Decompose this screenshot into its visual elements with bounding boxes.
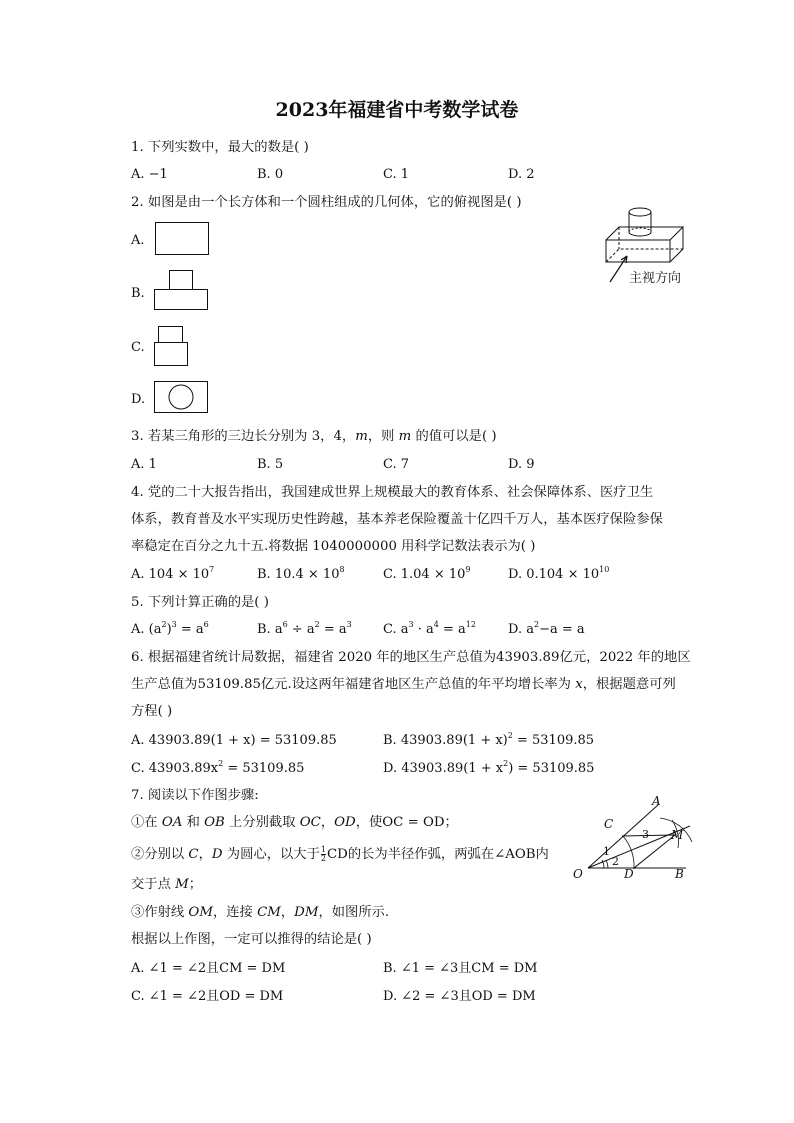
q7-stem: 7. 阅读以下作图步骤: (131, 788, 259, 803)
q2-option-c[interactable]: C. (131, 340, 145, 355)
q2-option-b-figure (154, 270, 210, 312)
q7-option-b[interactable]: B. ∠1 = ∠3且CM = DM (383, 961, 538, 976)
q3-option-a[interactable]: A. 1 (131, 457, 157, 472)
q7-label-o: O (573, 867, 583, 881)
q6-option-d[interactable]: D. $43903.89(1 + x^2) = 53109.85$ (383, 759, 595, 776)
q3-option-c[interactable]: C. 7 (383, 457, 410, 472)
q5-option-a[interactable]: A. $(a^2)^3 = a^6$ (131, 620, 209, 637)
q6-option-c[interactable]: C. $43903.89x^2 = 53109.85$ (131, 759, 305, 776)
q1-option-b[interactable]: B. 0 (257, 167, 284, 182)
q5-option-b[interactable]: B. $a^6 \div a^2 = a^3$ (257, 620, 352, 637)
page-title: 2023年福建省中考数学试卷 (275, 99, 519, 121)
q6-option-a[interactable]: A. 43903.89(1 + x) = 53109.85 (131, 733, 337, 748)
q5-option-d[interactable]: D. $a^2-a = a$ (508, 620, 585, 637)
q7-step3: ③作射线 OM，连接 CM，DM，如图所示. (131, 905, 390, 920)
q4-option-a[interactable]: A. $104 \times 10^7$ (131, 565, 215, 582)
q7-step2: ②分别以 C，D 为圆心，以大于 $\frac{1}{2}$ CD的长为半径作弧，两弧在∠AOB内 (131, 845, 549, 863)
q6-line1: 6. 根据福建省统计局数据，福建省 2020 年的地区生产总值为43903.89亿元，2022 年的地区 (131, 650, 691, 665)
q7-label-d: D (624, 867, 634, 881)
q2-option-a[interactable]: A. (131, 233, 145, 248)
q7-label-b: B (675, 867, 684, 881)
q3-stem: 3. 若某三角形的三边长分别为 3，4，m，则 m 的值可以是( ) (131, 429, 497, 444)
q2-option-c-figure (154, 326, 192, 368)
q7-label-1: 1 (603, 845, 610, 858)
q4-line1: 4. 党的二十大报告指出，我国建成世界上规模最大的教育体系、社会保障体系、医疗卫生 (131, 485, 654, 500)
q1-option-c[interactable]: C. 1 (383, 167, 410, 182)
q5-option-c[interactable]: C. $a^3 \cdot a^4 = a^{12}$ (383, 620, 476, 637)
q7-option-a[interactable]: A. ∠1 = ∠2且CM = DM (131, 961, 286, 976)
q4-option-b[interactable]: B. $10.4 \times 10^8$ (257, 565, 345, 582)
q2-stem: 2. 如图是由一个长方体和一个圆柱组成的几何体，它的俯视图是( ) (131, 195, 522, 210)
q2-option-a-figure (155, 222, 211, 256)
q7-label-m: M (671, 828, 684, 842)
q2-direction-label: 主视方向 (629, 271, 682, 286)
q4-option-d[interactable]: D. $0.104 \times 10^{10}$ (508, 565, 610, 582)
q6-option-b[interactable]: B. $43903.89(1 + x)^2 = 53109.85$ (383, 731, 595, 748)
q3-option-d[interactable]: D. 9 (508, 457, 535, 472)
q1-option-a[interactable]: A. −1 (131, 167, 168, 182)
q7-label-c: C (604, 817, 614, 831)
q4-line3: 率稳定在百分之九十五.将数据 1040000000 用科学记数法表示为( ) (131, 539, 536, 554)
q2-option-d[interactable]: D. (131, 392, 146, 407)
q7-option-c[interactable]: C. ∠1 = ∠2且OD = DM (131, 989, 284, 1004)
q7-step1: ①在 OA 和 OB 上分别截取 OC，OD，使OC = OD； (131, 815, 458, 830)
q2-option-d-figure (154, 381, 212, 415)
q1-option-d[interactable]: D. 2 (508, 167, 535, 182)
q6-line3: 方程( ) (131, 704, 173, 719)
q6-line2: 生产总值为53109.85亿元.设这两年福建省地区生产总值的年平均增长率为 x，根据题意可列 (131, 677, 676, 692)
q7-step2-cont: 交于点 M； (131, 877, 203, 892)
q3-option-b[interactable]: B. 5 (257, 457, 284, 472)
q7-ask: 根据以上作图，一定可以推得的结论是( ) (131, 932, 372, 947)
q2-option-b[interactable]: B. (131, 286, 145, 301)
q4-option-c[interactable]: C. $1.04 \times 10^9$ (383, 565, 471, 582)
q4-line2: 体系，教育普及水平实现历史性跨越，基本养老保险覆盖十亿四千万人，基本医疗保险参保 (131, 512, 663, 527)
q5-stem: 5. 下列计算正确的是( ) (131, 595, 269, 610)
q7-label-a: A (652, 794, 661, 808)
q1-stem: 1. 下列实数中，最大的数是( ) (131, 140, 309, 155)
q7-label-2: 2 (612, 855, 619, 868)
q7-option-d[interactable]: D. ∠2 = ∠3且OD = DM (383, 989, 536, 1004)
one-half-fraction: $\frac{1}{2}$ (320, 845, 326, 863)
q7-label-3: 3 (642, 828, 649, 841)
